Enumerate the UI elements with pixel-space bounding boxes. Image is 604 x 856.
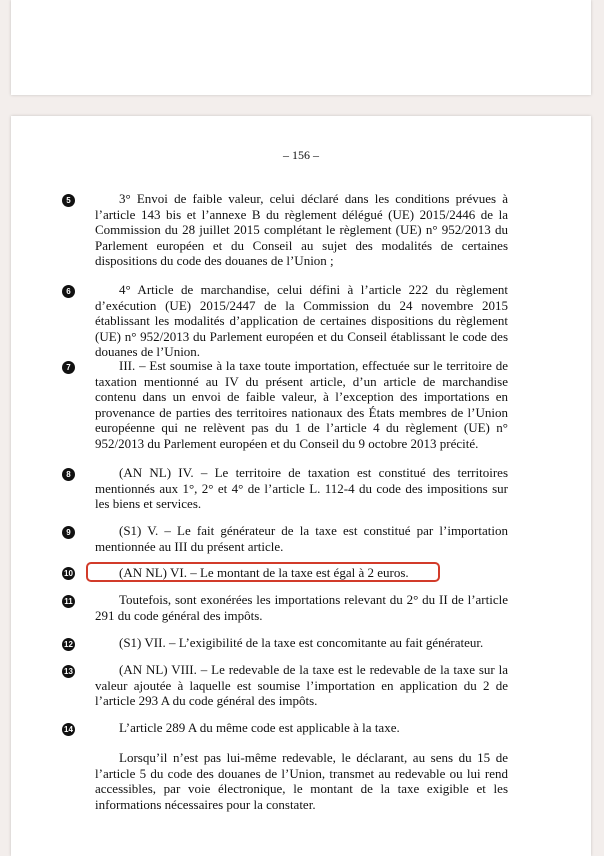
- paragraph-6: 4° Article de marchandise, celui défini à l’article 222 du règlement d’exécution (UE) 2015/2447 de la Commission du 24 novembre 2015 établissant les modalités d’application de certaines dispositions du règlement (UE) n° 952/2013 du Parlement européen et du Conseil établissant le code des douanes de l’Union.: [95, 282, 508, 359]
- page-number: – 156 –: [283, 148, 319, 162]
- paragraph-marker-10: 10: [62, 567, 75, 580]
- paragraph-9: (S1) V. – Le fait générateur de la taxe est constitué par l’importation mentionnée au III du présent article.: [95, 523, 508, 554]
- previous-page: [11, 0, 591, 95]
- document-page: [11, 116, 591, 856]
- paragraph-marker-13: 13: [62, 665, 75, 678]
- paragraph-marker-11: 11: [62, 595, 75, 608]
- paragraph-marker-5: 5: [62, 194, 75, 207]
- paragraph-12: (S1) VII. – L’exigibilité de la taxe est concomitante au fait générateur.: [119, 635, 484, 650]
- paragraph-13: (AN NL) VIII. – Le redevable de la taxe est le redevable de la taxe sur la valeur ajoutée à laquelle est soumise l’importation en application du 2 de l’article 293 A du code général des impôts.: [95, 662, 508, 708]
- paragraph-8: (AN NL) IV. – Le territoire de taxation est constitué des territoires mentionnés aux 1°, 2° et 4° de l’article L. 112-4 du code des impositions sur les biens et services.: [95, 465, 508, 511]
- paragraph-14: L’article 289 A du même code est applicable à la taxe.: [119, 720, 400, 735]
- paragraph-marker-6: 6: [62, 285, 75, 298]
- paragraph-15: Lorsqu’il n’est pas lui-même redevable, le déclarant, au sens du 15 de l’article 5 du code des douanes de l’Union, transmet au redevable ou lui rend accessibles, par voie électronique, le montant de la taxe exigible et les informations nécessaires pour la constater.: [95, 750, 508, 812]
- paragraph-marker-9: 9: [62, 526, 75, 539]
- paragraph-10: (AN NL) VI. – Le montant de la taxe est égal à 2 euros.: [119, 565, 409, 580]
- paragraph-marker-7: 7: [62, 361, 75, 374]
- paragraph-marker-8: 8: [62, 468, 75, 481]
- paragraph-marker-14: 14: [62, 723, 75, 736]
- paragraph-marker-12: 12: [62, 638, 75, 651]
- paragraph-7: III. – Est soumise à la taxe toute importation, effectuée sur le territoire de taxation mentionné au IV du présent article, d’un article de marchandise contenu dans un envoi de faible valeur, à l’exception des importations en provenance de parties des territoires nationaux des États membres de l’Union européenne qui ne relèvent pas du 1 de l’article 4 du règlement (UE) n° 952/2013 du Parlement européen et du Conseil du 9 octobre 2013 précité.: [95, 358, 508, 451]
- paragraph-11: Toutefois, sont exonérées les importations relevant du 2° du II de l’article 291 du code général des impôts.: [95, 592, 508, 623]
- paragraph-5: 3° Envoi de faible valeur, celui déclaré dans les conditions prévues à l’article 143 bis et l’annexe B du règlement délégué (UE) 2015/2446 de la Commission du 28 juillet 2015 complétant le règlement (UE) n° 952/2013 du Parlement européen et du Conseil au sujet des modalités de certaines dispositions du code des douanes de l’Union ;: [95, 191, 508, 268]
